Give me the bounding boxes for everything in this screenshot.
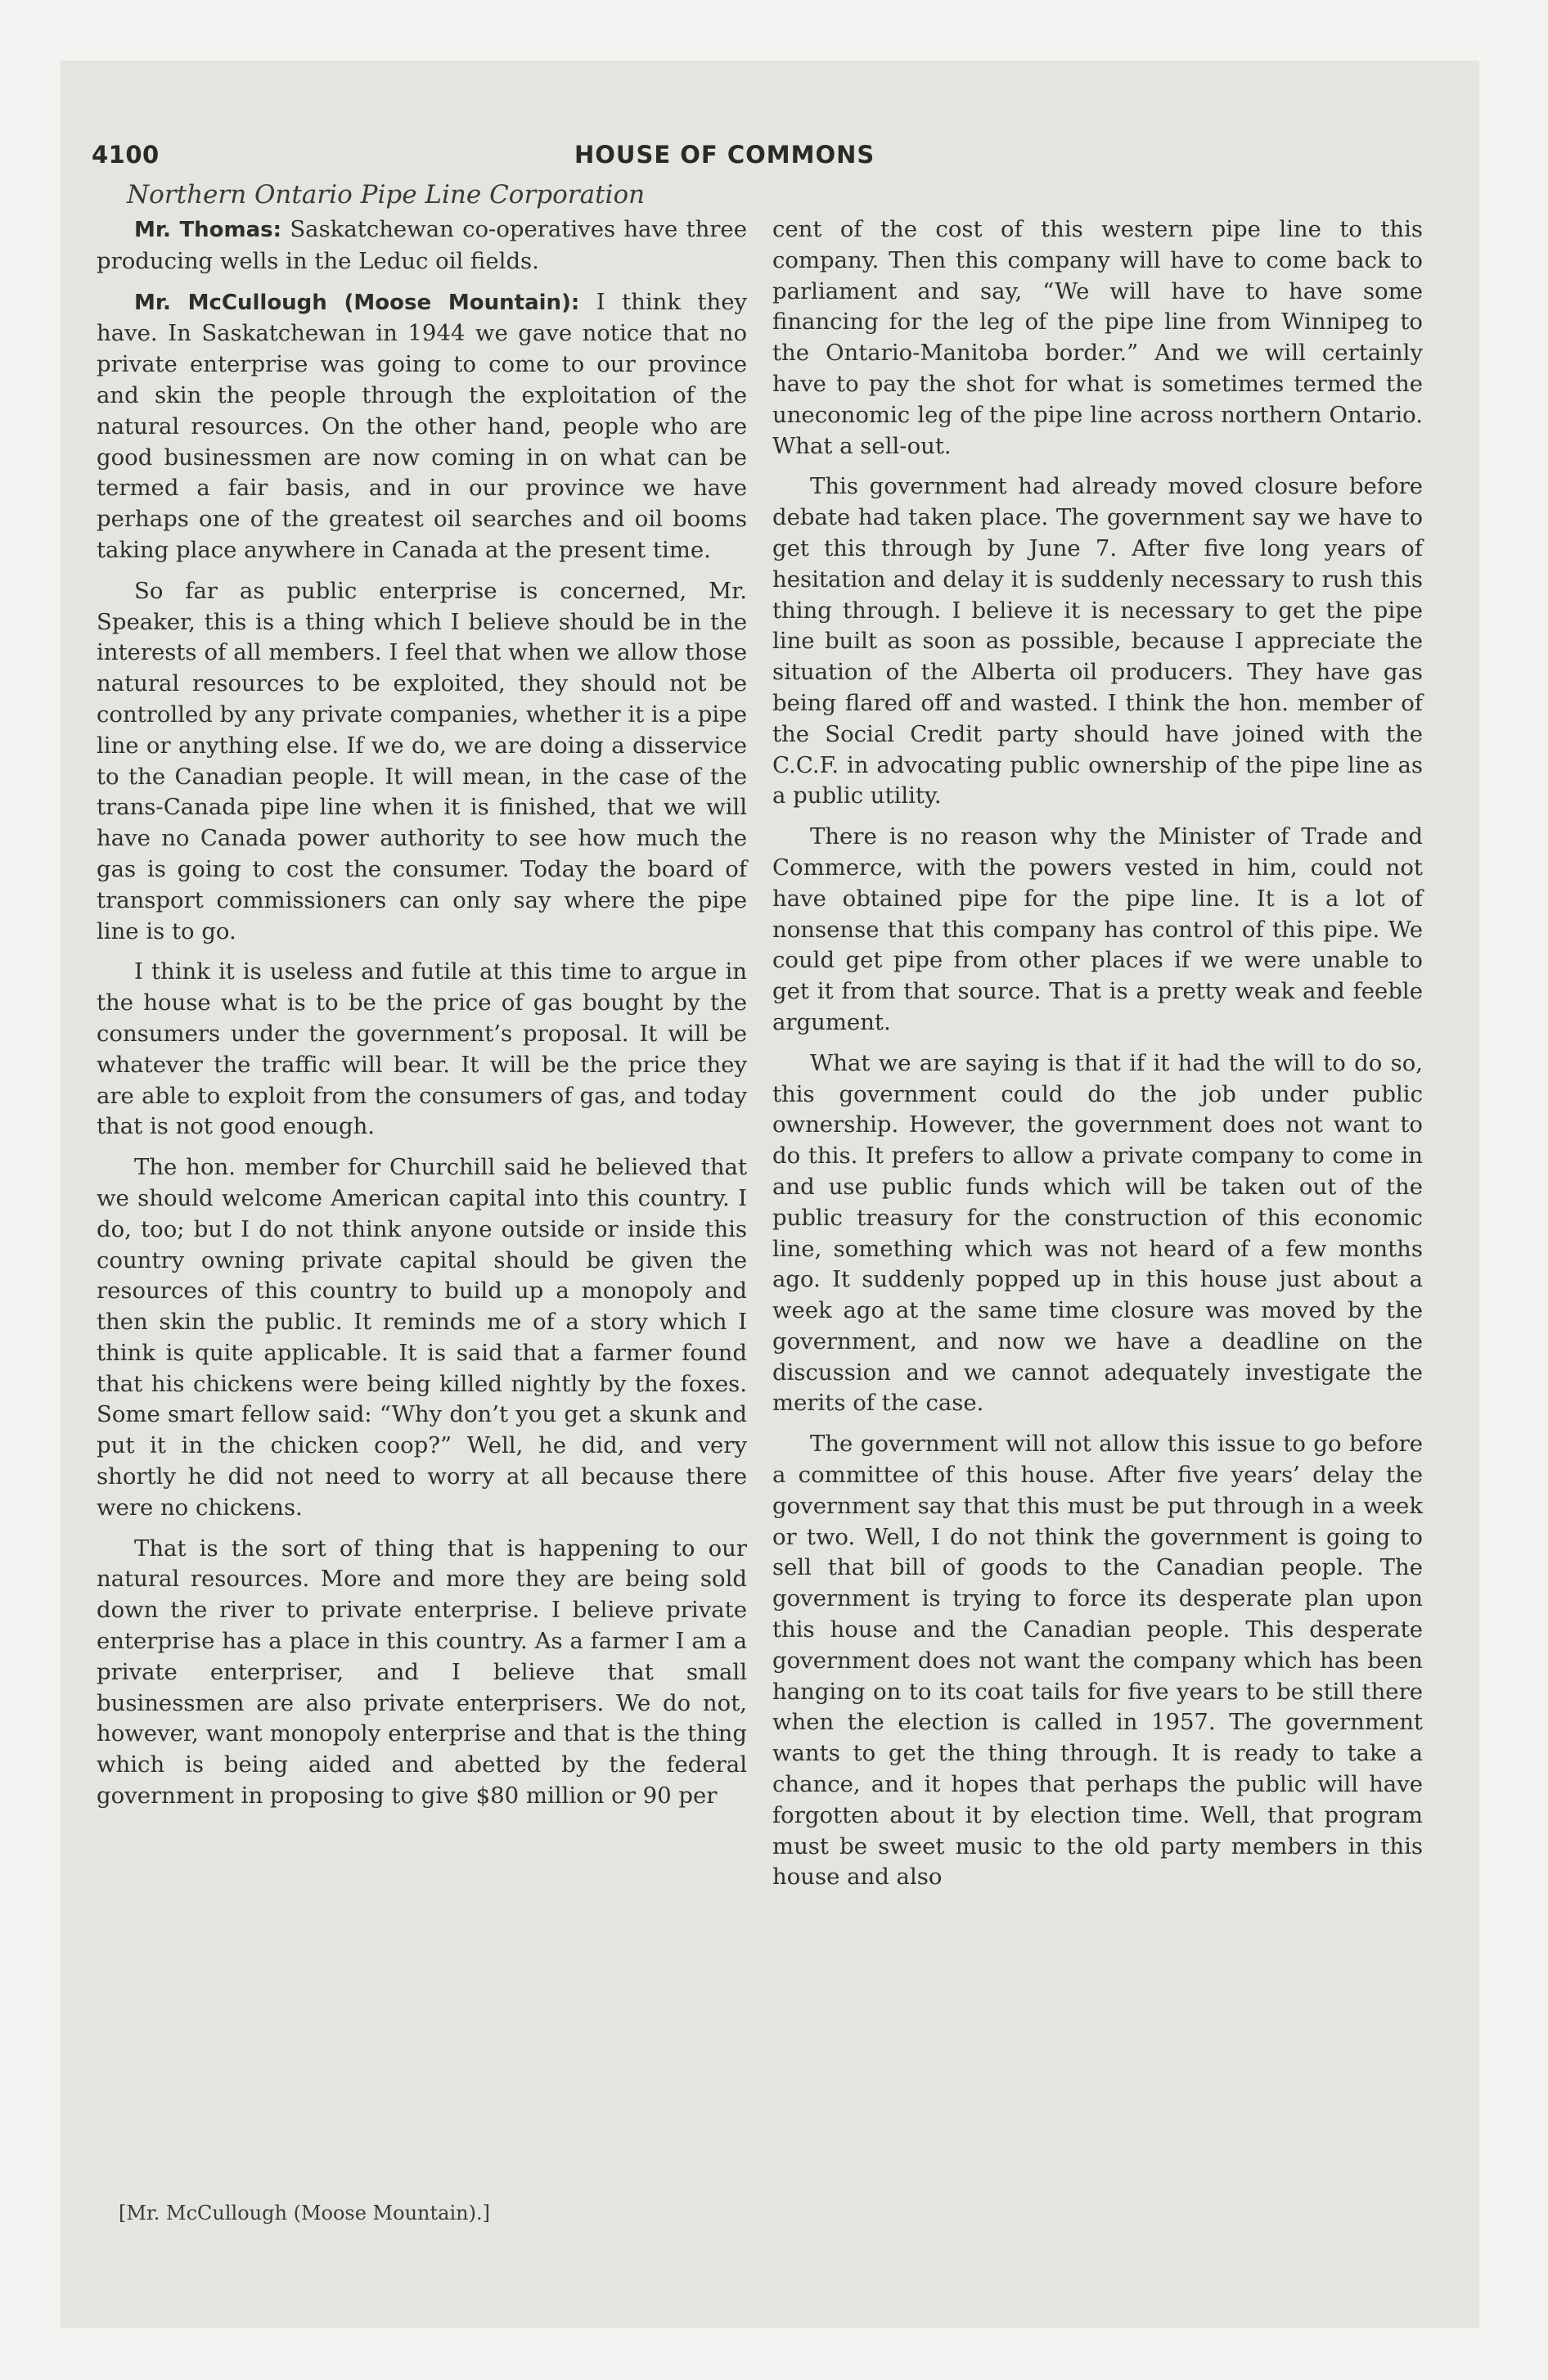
page-number: 4100 [92,141,160,169]
right-column [772,214,1423,1903]
paragraph: I think it is useless and futile at this time to argue in the house what is to be the price of gas bought by the consumers under the government’s proposal. It will be whatever the traffic will bear. It will be the price they are able to exploit from the consumers of gas, and today that is not good enough. [97,958,747,1140]
paragraph [97,214,747,277]
page-title: HOUSE OF COMMONS [574,141,875,169]
paragraph-text: I think they have. In Saskatchewan in 1944 we gave notice that no private enterprise was going to come to our province and skin the people through the exploitation of the natural resources. On the other hand, people who are good businessmen are now coming in on what can be termed a fair basis, and in our province we have perhaps one of the greatest oil searches and oil booms taking place anywhere in Canada at the present time. [97,288,748,563]
section-title: Northern Ontario Pipe Line Corporation [127,180,646,210]
paragraph: The hon. member for Churchill said he believed that we should welcome American capital into this country. I do, too; but I do not think anyone outside or inside this country owning private capital should be given the resources of this country to build up a monopoly and then skin the public. It reminds me of a story which I think is quite applicable. It is said that a farmer found that his chickens were being killed nightly by the foxes. Some smart fellow said: “Why don’t you get a skunk and put it in the chicken coop?” Well, he did, and very shortly he did not need to worry at all because there were no chickens. [97,1154,747,1521]
page-header [92,141,951,174]
left-column [97,214,747,1822]
paragraph [97,287,747,566]
paragraph: There is no reason why the Minister of Trade and Commerce, with the powers vested in him, could not have obtained pipe for the pipe line. It is a lot of nonsense that this company has control of this pipe. We could get pipe from other places if we were unable to get it from that source. That is a pretty weak and feeble argument. [772,823,1423,1035]
paragraph-text: Saskatchewan co-operatives have three producing wells in the Leduc oil fields. [97,216,747,274]
speaker-name: Mr. Thomas: [134,218,282,242]
paragraph: What we are saying is that if it had the will to do so, this government could do the job under public ownership. However, the government does not want to do this. It prefers to allow a private company to come in and use public funds which will be taken out of the public treasury for the construction of this economic line, something which was not heard of a few months ago. It suddenly popped up in this house just about a week ago at the same time closure was moved by the government, and now we have a deadline on the discussion and we cannot adequately investigate the merits of the case. [772,1049,1423,1417]
paragraph: That is the sort of thing that is happening to our natural resources. More and more they are being sold down the river to private enterprise. I believe private enterprise has a place in this country. As a farmer I am a private enterpriser, and I believe that small businessmen are also private enterprisers. We do not, however, want monopoly enterprise and that is the thing which is being aided and abetted by the federal government in proposing to give $80 million or 90 per [97,1535,747,1810]
paragraph: This government had already moved closure before debate had taken place. The government say we have to get this through by June 7. After five long years of hesitation and delay it is suddenly necessary to rush this thing through. I believe it is necessary to get the pipe line built as soon as possible, because I appreciate the situation of the Alberta oil producers. They have gas being flared off and wasted. I think the hon. member of the Social Credit party should have joined with the C.C.F. in advocating public ownership of the pipe line as a public utility. [772,473,1423,809]
paragraph: The government will not allow this issue to go before a committee of this house. After five years’ delay the government say that this must be put through in a week or two. Well, I do not think the government is going to sell that bill of goods to the Canadian people. The government is trying to force its desperate plan upon this house and the Canadian people. This desperate government does not want the company which has been hanging on to its coat tails for five years to be still there when the election is called in 1957. The government wants to get the thing through. It is ready to take a chance, and it hopes that perhaps the public will have forgotten about it by election time. Well, that program must be sweet music to the old party members in this house and also [772,1431,1423,1891]
paragraph: So far as public enterprise is concerned, Mr. Speaker, this is a thing which I believe should be in the interests of all members. I feel that when we allow those natural resources to be exploited, they should not be controlled by any private companies, whether it is a pipe line or anything else. If we do, we are doing a disservice to the Canadian people. It will mean, in the case of the trans-Canada pipe line when it is finished, that we will have no Canada power authority to see how much the gas is going to cost the consumer. Today the board of transport commissioners can only say where the pipe line is to go. [97,577,747,944]
speaker-name: Mr. McCullough (Moose Mountain): [134,290,580,315]
speaker-footer-note: [Mr. McCullough (Moose Mountain).] [119,2202,490,2224]
paragraph: cent of the cost of this western pipe line to this company. Then this company will have to come back to parliament and say, “We will have to have some financing for the leg of the pipe line from Winnipeg to the Ontario-Manitoba border.” And we will certainly have to pay the shot for what is sometimes termed the uneconomic leg of the pipe line across northern Ontario. What a sell-out. [772,216,1423,459]
